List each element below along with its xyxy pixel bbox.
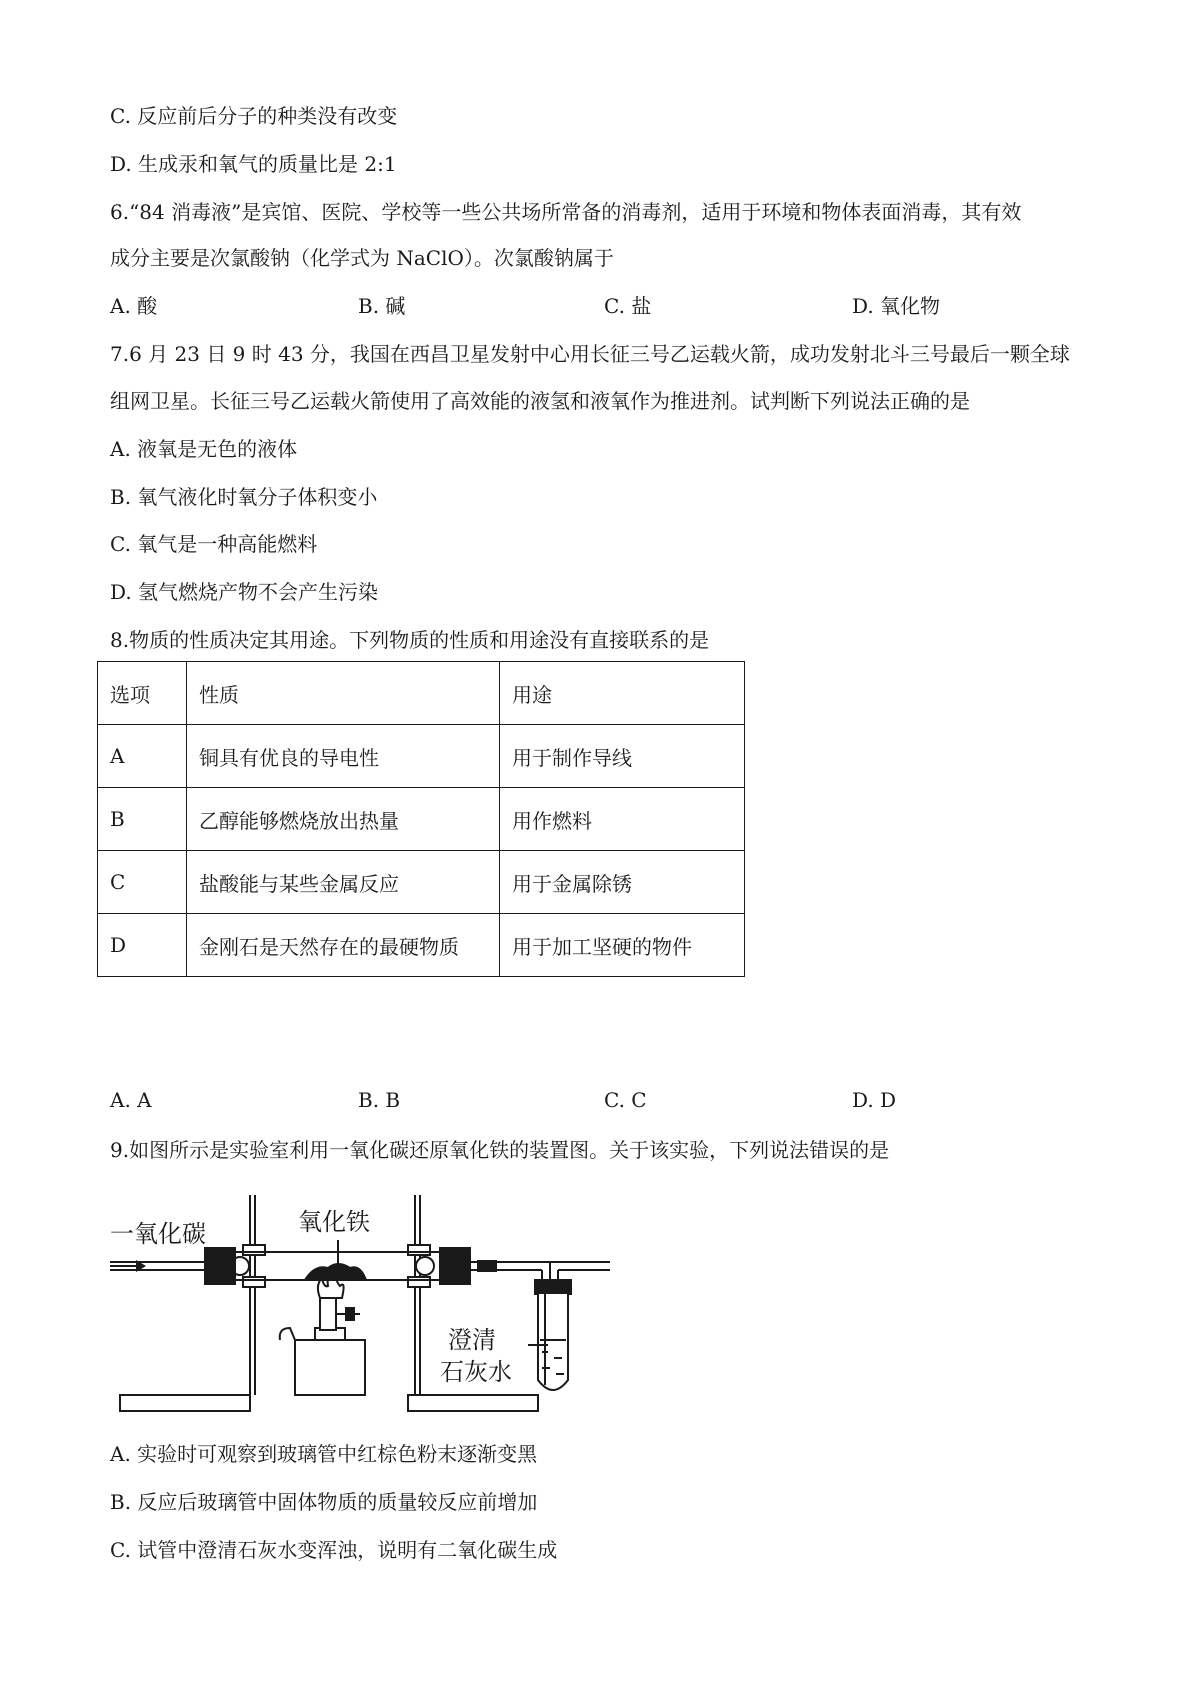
q8-stem: 8.物质的性质决定其用途。下列物质的性质和用途没有直接联系的是: [110, 628, 710, 652]
row-property: 盐酸能与某些金属反应: [187, 851, 500, 914]
row-option: C: [98, 851, 187, 914]
q6-option-a: A. 酸: [110, 294, 158, 318]
table-row: [98, 914, 745, 977]
q9-option-a: A. 实验时可观察到玻璃管中红棕色粉末逐渐变黑: [110, 1442, 538, 1466]
q7-option-d: D. 氢气燃烧产物不会产生污染: [110, 580, 379, 604]
q8-option-b: B. B: [358, 1088, 401, 1112]
row-usage: 用于制作导线: [500, 725, 745, 788]
iron-oxide-powder: [305, 1264, 366, 1280]
q7-stem-line2: 组网卫星。长征三号乙运载火箭使用了高效能的液氢和液氧作为推进剂。试判断下列说法正确的是: [110, 389, 970, 413]
alcohol-lamp: [295, 1340, 365, 1395]
label-limewater-1: 澄清: [448, 1326, 496, 1354]
row-option: A: [98, 725, 187, 788]
right-stand-base: [408, 1395, 538, 1411]
q8-option-d: D. D: [852, 1088, 897, 1112]
q9-option-b: B. 反应后玻璃管中固体物质的质量较反应前增加: [110, 1490, 538, 1514]
co-reduction-apparatus: [110, 1190, 610, 1420]
left-clamp: [243, 1245, 265, 1255]
right-stopper: [440, 1248, 470, 1284]
table-header-row: [98, 662, 745, 725]
row-option: B: [98, 788, 187, 851]
row-option: D: [98, 914, 187, 977]
q6-option-b: B. 碱: [358, 294, 406, 318]
row-property: 乙醇能够燃烧放出热量: [187, 788, 500, 851]
test-tube: [538, 1294, 568, 1390]
left-stand-base: [120, 1395, 250, 1411]
label-fe2o3: 氧化铁: [298, 1208, 370, 1236]
q6-stem-line1: 6.“84 消毒液”是宾馆、医院、学校等一些公共场所常备的消毒剂，适用于环境和物体表面消毒，其有效: [110, 200, 1022, 224]
right-clamp: [408, 1245, 430, 1255]
test-tube-stopper: [535, 1280, 571, 1294]
row-usage: 用于加工坚硬的物件: [500, 914, 745, 977]
q5-option-d: D. 生成汞和氧气的质量比是 2:1: [110, 152, 397, 176]
q7-option-a: A. 液氧是无色的液体: [110, 437, 298, 461]
q6-options: [110, 292, 1110, 320]
q6-option-d: D. 氧化物: [852, 294, 941, 318]
row-property: 金刚石是天然存在的最硬物质: [187, 914, 500, 977]
q6-option-c: C. 盐: [604, 294, 652, 318]
q9-option-c: C. 试管中澄清石灰水变浑浊，说明有二氧化碳生成: [110, 1538, 558, 1562]
q8-table: [97, 661, 745, 977]
q6-stem-line2: 成分主要是次氯酸钠（化学式为 NaClO）。次氯酸钠属于: [110, 246, 614, 270]
q8-options: [110, 1086, 1110, 1114]
apparatus-diagram: [110, 1190, 610, 1425]
row-usage: 用于金属除锈: [500, 851, 745, 914]
label-limewater-2: 石灰水: [440, 1358, 512, 1386]
q8-option-c: C. C: [604, 1088, 647, 1112]
header-property: 性质: [187, 662, 500, 725]
q8-option-a: A. A: [110, 1088, 152, 1112]
q5-option-c: C. 反应前后分子的种类没有改变: [110, 104, 398, 128]
burner-valve: [280, 1328, 295, 1340]
table-row: [98, 725, 745, 788]
label-co: 一氧化碳: [110, 1220, 206, 1248]
header-usage: 用途: [500, 662, 745, 725]
q7-option-b: B. 氧气液化时氧分子体积变小: [110, 485, 378, 509]
table-row: [98, 788, 745, 851]
row-usage: 用作燃料: [500, 788, 745, 851]
left-stopper: [205, 1248, 235, 1284]
q7-option-c: C. 氧气是一种高能燃料: [110, 532, 318, 556]
q7-stem-line1: 7.6 月 23 日 9 时 43 分，我国在西昌卫星发射中心用长征三号乙运载火箭，成功发射北斗三号最后一颗全球: [110, 342, 1070, 366]
row-property: 铜具有优良的导电性: [187, 725, 500, 788]
table-row: [98, 851, 745, 914]
header-option: 选项: [98, 662, 187, 725]
q9-stem: 9.如图所示是实验室利用一氧化碳还原氧化铁的装置图。关于该实验，下列说法错误的是: [110, 1138, 890, 1162]
burner-tube: [320, 1298, 336, 1330]
